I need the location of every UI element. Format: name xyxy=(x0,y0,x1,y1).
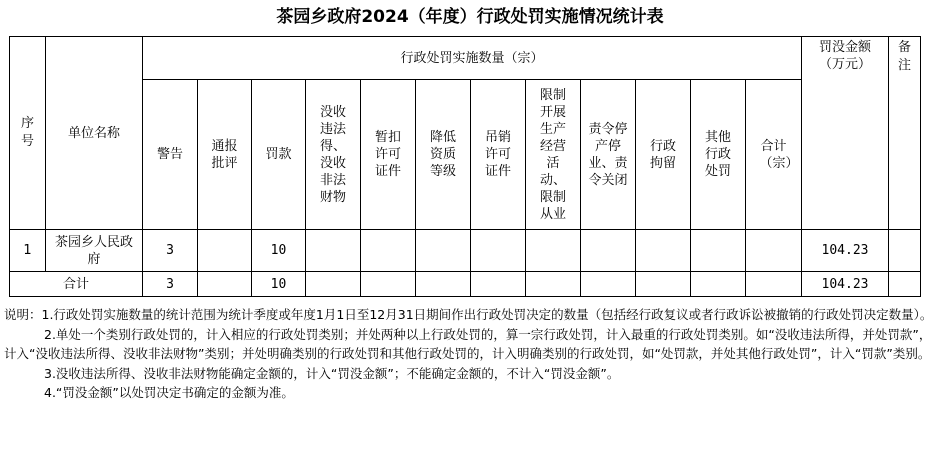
header-warning: 警告 xyxy=(143,80,198,230)
summary-label: 合计 xyxy=(10,272,143,297)
note-3: 3.没收违法所得、没收非法财物能确定金额的，计入“罚没金额”；不能确定金额的，不计入“罚没金额”。 xyxy=(44,365,620,381)
row-remark xyxy=(889,230,921,272)
header-downgrade: 降低资质等级 xyxy=(416,80,471,230)
header-unit-name: 单位名称 xyxy=(46,37,143,230)
row-warning: 3 xyxy=(143,230,198,272)
header-remark: 备注 xyxy=(889,37,921,230)
header-restrict: 限制开展生产经营活动、限制从业 xyxy=(526,80,581,230)
header-revoke: 吊销许可证件 xyxy=(471,80,526,230)
row-unit-name: 茶园乡人民政府 xyxy=(46,230,143,272)
header-seq: 序号 xyxy=(10,37,46,230)
summary-warning: 3 xyxy=(143,272,198,297)
page-title: 茶园乡政府2024（年度）行政处罚实施情况统计表 xyxy=(276,7,664,27)
row-amount: 104.23 xyxy=(802,230,889,272)
summary-amount: 104.23 xyxy=(802,272,889,297)
header-count-group: 行政处罚实施数量（宗） xyxy=(143,37,802,80)
header-amount: 罚没金额（万元） xyxy=(802,37,889,230)
note-2: 2.单处一个类别行政处罚的，计入相应的行政处罚类别；并处两种以上行政处罚的，算一宗行政处罚，计入最重的行政处罚类别。如“没收违法所得，并处罚款”，计入“没收违法所得、没收非法财物”类别；并处明确类别的行政处罚和其他行政处罚的，计入明确类别的行政处罚，如“处罚款，并处其他行政处罚”，计入“罚款”类别。 xyxy=(4,326,932,361)
row-suspend-license xyxy=(361,230,416,272)
header-notice: 通报批评 xyxy=(198,80,252,230)
row-total xyxy=(746,230,802,272)
summary-fine: 10 xyxy=(252,272,306,297)
header-detention: 行政拘留 xyxy=(636,80,691,230)
row-downgrade xyxy=(416,230,471,272)
row-fine: 10 xyxy=(252,230,306,272)
row-restrict xyxy=(526,230,581,272)
header-fine: 罚款 xyxy=(252,80,306,230)
header-order-stop: 责令停产停业、责令关闭 xyxy=(581,80,636,230)
row-revoke xyxy=(471,230,526,272)
summary-row xyxy=(10,272,921,297)
header-other: 其他行政处罚 xyxy=(691,80,746,230)
table-row xyxy=(10,230,921,272)
row-notice xyxy=(198,230,252,272)
notes-section xyxy=(4,305,936,403)
header-suspend-license: 暂扣许可证件 xyxy=(361,80,416,230)
row-seq: 1 xyxy=(10,230,46,272)
row-other xyxy=(691,230,746,272)
penalty-statistics-table xyxy=(9,36,921,297)
row-detention xyxy=(636,230,691,272)
header-confiscate: 没收违法得、没收非法财物 xyxy=(306,80,361,230)
note-4: 4.“罚没金额”以处罚决定书确定的金额为准。 xyxy=(44,385,294,400)
note-1: 说明：1.行政处罚实施数量的统计范围为统计季度或年度1月1日至12月31日期间作出行政处罚决定的数量（包括经行政复议或者行政诉讼被撤销的行政处罚决定数量）。 xyxy=(4,307,933,322)
row-confiscate xyxy=(306,230,361,272)
row-order-stop xyxy=(581,230,636,272)
header-total: 合计（宗） xyxy=(746,80,802,230)
